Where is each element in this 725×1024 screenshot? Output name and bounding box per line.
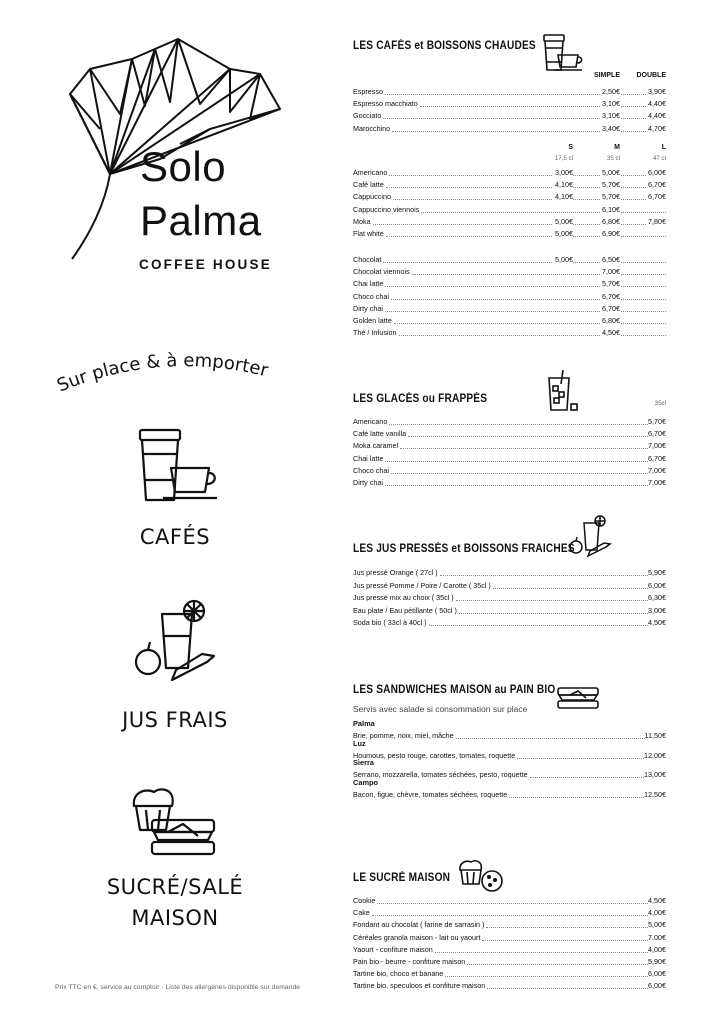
- item-name: Espresso: [353, 87, 383, 96]
- col-header-m: M: [614, 144, 620, 151]
- leader-dots: [493, 588, 648, 589]
- item-price-l: 6,00€: [648, 168, 666, 177]
- item-price-s: 3,00€: [555, 168, 573, 177]
- item-name: Gocciato: [353, 111, 382, 121]
- item-price-s: 5,00€: [555, 216, 573, 226]
- item-price: 6,70€: [648, 453, 666, 463]
- muffin-sandwich-icon: [128, 786, 218, 862]
- menu-row: [353, 968, 666, 980]
- item-price: 6,00€: [648, 981, 666, 991]
- menu-row: [353, 944, 666, 956]
- section-title-hot: LES CAFÉS et BOISSONS CHAUDES: [353, 40, 536, 52]
- item-name: Tartine bio, speculoos et confiture maison: [353, 981, 486, 991]
- item-name: Brie, pomme, noix, miel, mâche: [353, 731, 454, 740]
- item-price-double: 4,40€: [648, 99, 666, 109]
- menu-row: [353, 453, 666, 465]
- muffin-cookie-icon: [458, 860, 504, 892]
- item-name: Jus pressé Pomme / Poire / Carotte ( 35cl ): [353, 580, 491, 590]
- item-price-simple: 3,10€: [602, 99, 620, 109]
- leader-dots: [383, 262, 666, 263]
- leader-dots: [393, 199, 666, 200]
- menu-row: [353, 477, 666, 489]
- item-name: Chocolat viennois: [353, 267, 410, 277]
- item-price-simple: 2,50€: [602, 87, 620, 96]
- leader-dots: [456, 600, 648, 601]
- menu-row: [353, 956, 666, 968]
- item-price-m: 5,00€: [602, 168, 620, 177]
- menu-row: [353, 416, 666, 428]
- item-price-s: 5,00€: [555, 255, 573, 264]
- item-name: Americano: [353, 417, 388, 426]
- leader-dots: [391, 473, 648, 474]
- item-price-m: 6,70€: [602, 291, 620, 301]
- menu-row: [353, 980, 666, 992]
- item-price-m: 5,70€: [602, 192, 620, 202]
- item-name: Serrano, mozzarella, tomates séchées, pesto, roquette: [353, 770, 528, 779]
- item-price: 6,00€: [648, 969, 666, 979]
- leader-dots: [420, 106, 666, 107]
- vol-s: 17,5 cl: [554, 155, 573, 162]
- leader-dots: [412, 274, 666, 275]
- item-name: Céréales granola maison - lait ou yaourt: [353, 932, 481, 942]
- menu-row: [353, 932, 666, 944]
- menu-row: [353, 98, 666, 110]
- sandwich-label: Sierra: [353, 758, 374, 767]
- leader-dots: [389, 424, 648, 425]
- menu-row: [353, 769, 666, 781]
- item-price-m: 5,70€: [602, 279, 620, 289]
- menu-row: [353, 895, 666, 907]
- menu-row: [353, 919, 666, 931]
- item-price-double: 4,40€: [648, 111, 666, 121]
- leader-dots: [408, 436, 648, 437]
- leader-dots: [421, 212, 666, 213]
- leader-dots: [391, 299, 666, 300]
- sandwich-label: Luz: [353, 738, 366, 748]
- menu-row: [353, 789, 666, 801]
- col-header-s: S: [568, 144, 573, 151]
- menu-row: [353, 730, 666, 742]
- leader-dots: [392, 131, 666, 132]
- menu-row: [353, 167, 666, 179]
- menu-row: [353, 750, 666, 762]
- item-name: Cookie: [353, 896, 376, 905]
- item-price: 6,30€: [648, 593, 666, 603]
- juice-fruit-icon: [132, 596, 220, 684]
- menu-row: [353, 216, 666, 228]
- vol-m: 35 cl: [606, 155, 620, 162]
- menu-row: [353, 907, 666, 919]
- item-price-l: 6,70€: [648, 192, 666, 202]
- item-name: Chai latte: [353, 453, 384, 463]
- category-sucre-sale-line2: MAISON: [131, 906, 219, 930]
- item-price-m: 5,70€: [602, 180, 620, 190]
- leader-dots: [486, 927, 648, 928]
- coffee-cup-icon: [540, 34, 584, 72]
- menu-row: [353, 204, 666, 216]
- leader-dots: [386, 187, 666, 188]
- item-price-s: 4,10€: [555, 192, 573, 202]
- menu-row: [353, 440, 666, 452]
- item-price-l: 7,80€: [648, 216, 666, 226]
- leader-dots: [435, 952, 648, 953]
- item-name: Choco chai: [353, 465, 389, 475]
- iced-drink-icon: [545, 370, 579, 412]
- menu-row: [353, 617, 666, 629]
- svg-text:Sur place & à emporter: [54, 350, 271, 397]
- brand-name-line1: Solo: [140, 143, 227, 190]
- leader-dots: [440, 575, 648, 576]
- item-name: Soda bio ( 33cl à 40cl ): [353, 618, 427, 628]
- item-price-m: 6,90€: [602, 229, 620, 238]
- item-name: Cappuccino viennois: [353, 204, 420, 214]
- menu-row: [353, 179, 666, 191]
- sandwich-label: Palma: [353, 719, 375, 728]
- sandwiches-subtitle: Servis avec salade si consommation sur place: [353, 704, 528, 714]
- leader-dots: [429, 625, 648, 626]
- leader-dots: [509, 797, 644, 798]
- item-price: 5,90€: [648, 957, 666, 966]
- item-price: 3,00€: [648, 605, 666, 615]
- item-name: Choco chai: [353, 291, 389, 301]
- brand-name-line2: Palma: [140, 197, 262, 244]
- menu-row: [353, 291, 666, 303]
- section-title-sweet: LE SUCRÉ MAISON: [353, 872, 451, 884]
- item-price: 7,00€: [648, 465, 666, 475]
- item-name: Moka: [353, 216, 371, 226]
- item-price-m: 4,50€: [602, 328, 620, 338]
- menu-row: [353, 465, 666, 477]
- item-price: 5,70€: [648, 417, 666, 426]
- col-header-l: L: [661, 144, 666, 151]
- item-name: Dirty chai: [353, 478, 383, 487]
- leader-dots: [459, 613, 648, 614]
- item-price: 7,00€: [648, 441, 666, 451]
- item-price: 4,50€: [648, 896, 666, 905]
- item-name: Espresso macchiato: [353, 99, 418, 109]
- leader-dots: [383, 118, 666, 119]
- leader-dots: [400, 448, 648, 449]
- item-price-m: 6,80€: [602, 216, 620, 226]
- item-name: Golden latte: [353, 316, 392, 325]
- item-price-double: 4,70€: [648, 123, 666, 133]
- sandwich-label: Campo: [353, 777, 379, 787]
- item-name: Flat white: [353, 229, 384, 238]
- item-name: Chocolat: [353, 255, 382, 264]
- item-price-simple: 3,10€: [602, 111, 620, 121]
- leader-dots: [385, 485, 648, 486]
- leader-dots: [487, 988, 648, 989]
- item-price: 13,00€: [644, 770, 666, 779]
- item-price: 6,00€: [648, 580, 666, 590]
- leader-dots: [373, 224, 666, 225]
- item-price: 5,00€: [648, 920, 666, 930]
- leader-dots: [385, 311, 666, 312]
- category-jus-frais: JUS FRAIS: [122, 708, 228, 732]
- item-name: Café latte: [353, 180, 384, 190]
- item-price-simple: 3,40€: [602, 123, 620, 133]
- menu-row: [353, 254, 666, 266]
- leader-dots: [456, 738, 645, 739]
- menu-row: [353, 110, 666, 122]
- item-price: 5,90€: [648, 568, 666, 577]
- item-price: 7,00€: [648, 932, 666, 942]
- item-price-s: 4,10€: [555, 180, 573, 190]
- item-price-m: 7,00€: [602, 267, 620, 277]
- menu-row: [353, 592, 666, 604]
- menu-row: [353, 580, 666, 592]
- leader-dots: [377, 903, 648, 904]
- col-header-double: DOUBLE: [636, 72, 666, 79]
- item-price: 4,50€: [648, 618, 666, 628]
- brand-tagline: COFFEE HOUSE: [139, 257, 272, 272]
- footnote: Prix TTC en €, service au comptoir · Liste des allergènes disponible sur demande: [54, 984, 301, 991]
- col-header-simple: SIMPLE: [593, 72, 620, 79]
- service-text: Sur place & à emporter: [54, 350, 271, 397]
- coffee-cups-icon: [135, 428, 217, 504]
- item-price: 6,70€: [648, 429, 666, 439]
- sandwich-icon: [556, 686, 600, 710]
- menu-row: [353, 123, 666, 135]
- leader-dots: [394, 323, 666, 324]
- leader-dots: [399, 335, 666, 336]
- item-name: Houmous, pesto rouge, carottes, tomates, roquette: [353, 750, 516, 760]
- vol-l: 47 cl: [652, 155, 666, 162]
- item-price: 12,50€: [644, 789, 666, 799]
- item-name: Americano: [353, 168, 388, 177]
- item-price-m: 6,50€: [602, 255, 620, 264]
- item-price: 4,00€: [648, 944, 666, 954]
- leader-dots: [372, 915, 648, 916]
- item-price-double: 3,90€: [648, 87, 666, 96]
- item-name: Jus pressé Orange ( 27cl ): [353, 568, 438, 577]
- item-name: Fondant au chocolat ( farine de sarrasin ): [353, 920, 485, 930]
- item-name: Thé / Infusion: [353, 328, 397, 338]
- juice-fruit-icon: [568, 514, 612, 558]
- item-name: Dirty chai: [353, 303, 383, 313]
- item-price: 12,00€: [644, 750, 666, 760]
- item-name: Tartine bio, choco et banane: [353, 969, 444, 979]
- menu-row: [353, 266, 666, 278]
- menu-row: [353, 278, 666, 290]
- item-name: Café latte vanilla: [353, 429, 407, 439]
- item-price: 11,50€: [644, 731, 666, 740]
- leader-dots: [467, 964, 648, 965]
- menu-row: [353, 191, 666, 203]
- leader-dots: [385, 94, 666, 95]
- item-price: 4,00€: [648, 908, 666, 918]
- section-title-sandwiches: LES SANDWICHES MAISON au PAIN BIO: [353, 684, 556, 696]
- menu-row: [353, 315, 666, 327]
- menu-row: [353, 428, 666, 440]
- leader-dots: [517, 758, 644, 759]
- item-name: Yaourt - confiture maison: [353, 944, 433, 954]
- category-cafes: CAFÉS: [139, 525, 211, 549]
- item-name: Jus pressé mix au choix ( 35cl ): [353, 593, 454, 603]
- leader-dots: [445, 976, 648, 977]
- item-name: Pain bio - beurre - confiture maison: [353, 957, 466, 966]
- item-price: 7,00€: [648, 478, 666, 487]
- service-arc-text: [50, 340, 305, 400]
- item-name: Moka caramel: [353, 441, 399, 451]
- category-sucre-sale-line1: SUCRÉ/SALÉ: [106, 875, 244, 899]
- leader-dots: [482, 940, 648, 941]
- item-name: Chai latte: [353, 279, 384, 289]
- leader-dots: [385, 286, 666, 287]
- item-price-s: 5,00€: [555, 229, 573, 238]
- iced-volume: 35cl: [654, 400, 666, 407]
- menu-row: [353, 86, 666, 98]
- item-price-m: 6,10€: [602, 204, 620, 214]
- section-title-juices: LES JUS PRESSÉS et BOISSONS FRAICHES: [353, 543, 575, 555]
- leader-dots: [385, 461, 648, 462]
- leader-dots: [389, 175, 666, 176]
- item-price-l: 6,70€: [648, 180, 666, 190]
- item-name: Cake: [353, 908, 370, 918]
- leader-dots: [386, 236, 666, 237]
- section-title-iced: LES GLACÉS ou FRAPPÉS: [353, 393, 488, 405]
- item-name: Cappuccino: [353, 192, 391, 202]
- item-name: Bacon, figue, chèvre, tomates séchées, roquette: [353, 789, 508, 799]
- menu-row: [353, 303, 666, 315]
- menu-row: [353, 327, 666, 339]
- item-price-m: 6,70€: [602, 303, 620, 313]
- item-name: Eau plate / Eau pétillante ( 50cl ): [353, 605, 457, 615]
- menu-row: [353, 605, 666, 617]
- item-name: Marocchino: [353, 123, 391, 133]
- leader-dots: [530, 777, 644, 778]
- item-price-m: 6,80€: [602, 316, 620, 325]
- menu-row: [353, 228, 666, 240]
- menu-row: [353, 567, 666, 579]
